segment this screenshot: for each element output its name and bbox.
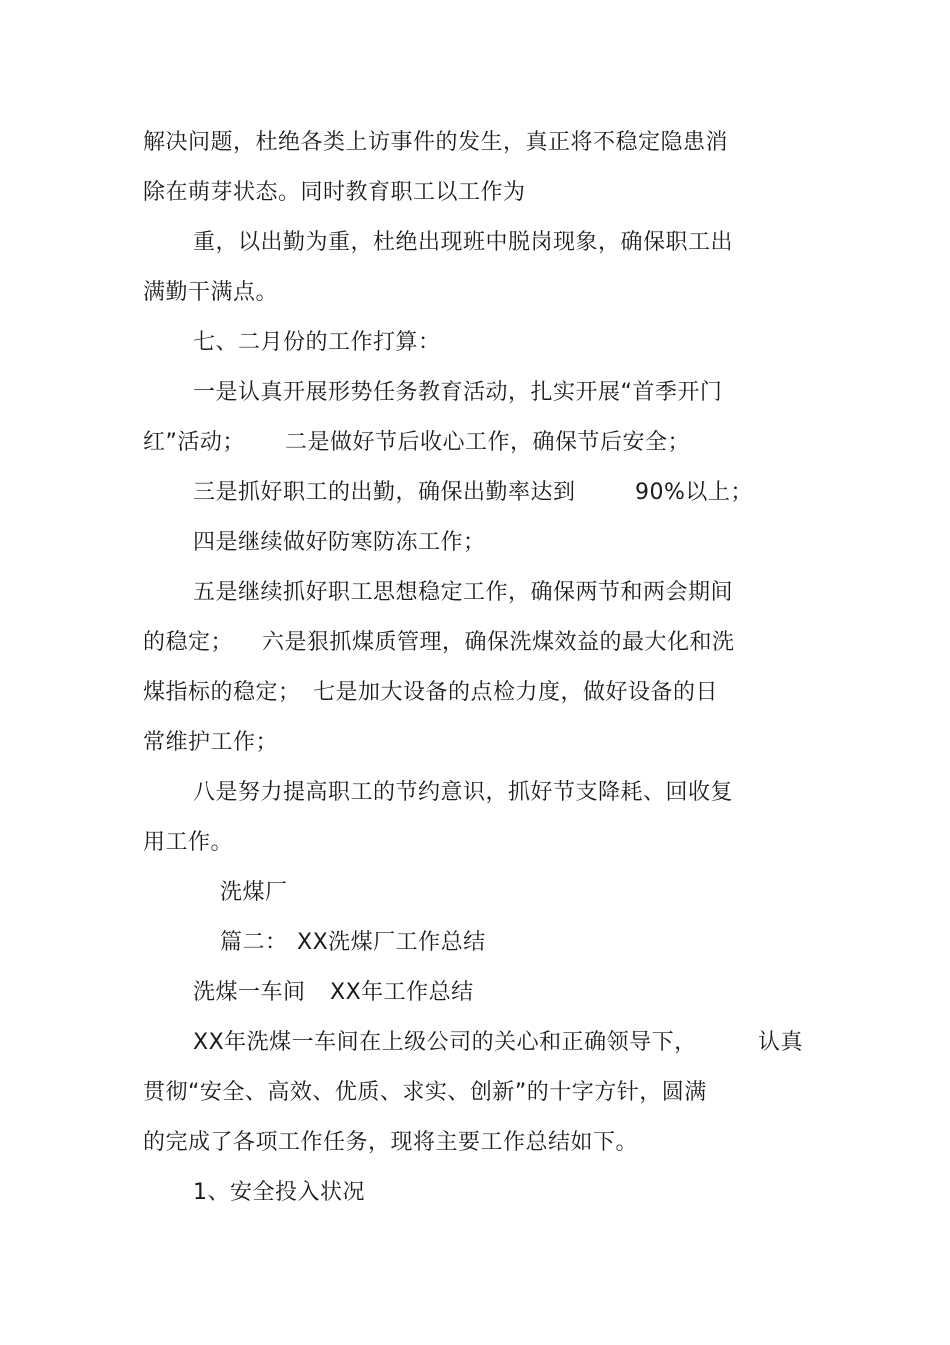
text-line: 七是加大设备的点检力度，做好设备的日: [313, 680, 719, 705]
text-line: 的完成了各项工作任务，现将主要工作总结如下。: [143, 1130, 639, 1155]
section-heading: 篇二：: [220, 930, 288, 955]
text-line: 八是努力提高职工的节约意识，抓好节支降耗、回收复: [193, 780, 734, 805]
text-line: XX年工作总结: [330, 980, 474, 1005]
text-line: 贯彻“安全、高效、优质、求实、创新”的十字方针，圆满: [143, 1080, 707, 1105]
text-line: 的稳定；: [143, 630, 234, 655]
text-line: 常维护工作；: [143, 730, 279, 755]
text-line: 三是抓好职工的出勤，确保出勤率达到: [193, 480, 576, 505]
text-line: 认真: [758, 1030, 804, 1055]
text-line: 六是狠抓煤质管理，确保洗煤效益的最大化和洗: [262, 630, 735, 655]
text-line: 五是继续抓好职工思想稳定工作，确保两节和两会期间: [193, 580, 734, 605]
text-line: 除在萌芽状态。同时教育职工以工作为: [143, 180, 526, 205]
text-line: 用工作。: [143, 830, 234, 855]
text-line: 重，以出勤为重，杜绝出现班中脱岗现象，确保职工出: [193, 230, 734, 255]
text-line: XX年洗煤一车间在上级公司的关心和正确领导下，: [193, 1030, 697, 1055]
section-heading: 1、安全投入状况: [193, 1180, 365, 1205]
text-line: 洗煤厂: [220, 880, 288, 905]
section-heading: 七、二月份的工作打算：: [193, 330, 441, 355]
text-line: 煤指标的稳定；: [143, 680, 301, 705]
text-line: 四是继续做好防寒防冻工作；: [193, 530, 486, 555]
section-heading: XX洗煤厂工作总结: [297, 930, 486, 955]
text-line: 二是做好节后收心工作，确保节后安全；: [285, 430, 691, 455]
text-line: 一是认真开展形势任务教育活动，扎实开展“首季开门: [193, 380, 723, 405]
text-line: 解决问题，杜绝各类上访事件的发生，真正将不稳定隐患消: [143, 130, 729, 155]
text-line: 满勤干满点。: [143, 280, 279, 305]
text-line: 洗煤一车间: [193, 980, 306, 1005]
text-line: 红”活动；: [143, 430, 245, 455]
text-line: 90%以上；: [635, 480, 753, 505]
